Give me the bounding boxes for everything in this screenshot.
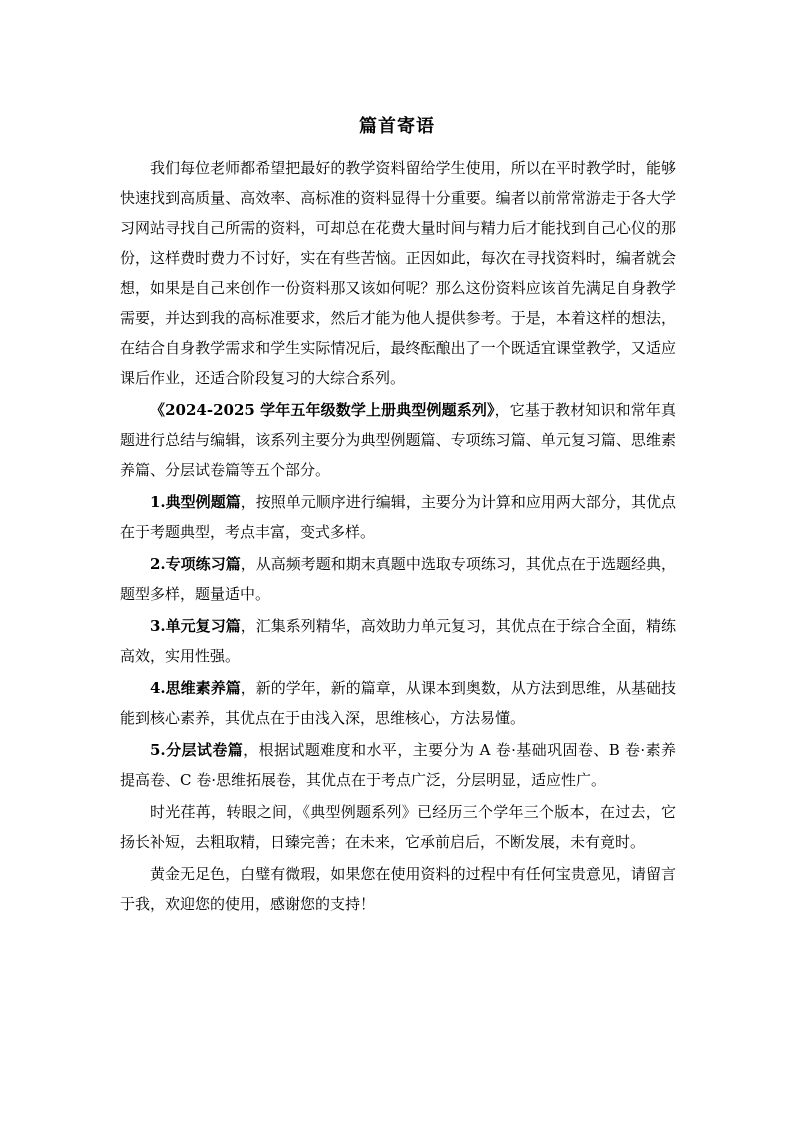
page-title: 篇首寄语 [359,116,435,137]
paragraph-section-5 [120,735,676,795]
paragraph-text: ，它基于教材知识和常年真题进行总结与编辑，该系列主要分为典型例题篇、专项练习篇、单元复习篇、思维素养篇、分层试卷篇等五个部分。 [120,401,676,479]
paragraph-lead: 3.单元复习篇 [150,617,241,635]
paragraph-text: ，从高频考题和期末真题中选取专项练习，其优点在于选题经典，题型多样，题量适中。 [120,555,676,603]
paragraph-lead: 《2024-2025 学年五年级数学上册典型例题系列》 [150,401,495,419]
paragraph-text: 黄金无足色，白璧有微瑕，如果您在使用资料的过程中有任何宝贵意见，请留言于我，欢迎您的使用，感谢您的支持！ [120,865,676,913]
paragraph-history [120,797,676,857]
paragraph-lead: 5.分层试卷篇 [150,741,244,759]
paragraph-lead: 4.思维素养篇 [150,679,241,697]
paragraph-text: 时光荏苒，转眼之间，《典型例题系列》已经历三个学年三个版本，在过去，它扬长补短，去粗取精，日臻完善；在未来，它承前启后，不断发展，未有竟时。 [120,803,676,851]
paragraph-series-overview [120,395,676,485]
paragraph-section-2 [120,549,676,609]
paragraph-text: 我们每位老师都希望把最好的教学资料留给学生使用，所以在平时教学时，能够快速找到高质量、高效率、高标准的资料显得十分重要。编者以前常常游走于各大学习网站寻找自己所需的资料，可却总在花费大量时间与精力后才能找到自己心仪的那份，这样费时费力不讨好，实在有些苦恼。正因如此，每次在寻找资料时，编者就会想，如果是自己来创作一份资料那又该如何呢？那么这份资料应该首先满足自身教学需要，并达到我的高标准要求，然后才能为他人提供参考。于是，本着这样的想法，在结合自身教学需求和学生实际情况后，最终酝酿出了一个既适宜课堂教学，又适应课后作业，还适合阶段复习的大综合系列。 [120,159,676,387]
paragraph-section-4 [120,673,676,733]
paragraph-lead: 2.专项练习篇 [150,555,241,573]
paragraph-lead: 1.典型例题篇 [150,493,241,511]
paragraph-section-3 [120,611,676,671]
document-body [120,153,676,921]
paragraph-text: ，新的学年，新的篇章，从课本到奥数，从方法到思维，从基础技能到核心素养，其优点在于由浅入深，思维核心，方法易懂。 [120,679,676,727]
paragraph-text: ，按照单元顺序进行编辑，主要分为计算和应用两大部分，其优点在于考题典型，考点丰富，变式多样。 [120,493,676,541]
paragraph-text: ，根据试题难度和水平，主要分为 A 卷·基础巩固卷、B 卷·素养提高卷、C 卷·思维拓展卷，其优点在于考点广泛，分层明显，适应性广。 [120,741,676,789]
paragraph-text: ，汇集系列精华，高效助力单元复习，其优点在于综合全面，精练高效，实用性强。 [120,617,676,665]
paragraph-intro [120,153,676,393]
paragraph-closing [120,859,676,919]
paragraph-section-1 [120,487,676,547]
